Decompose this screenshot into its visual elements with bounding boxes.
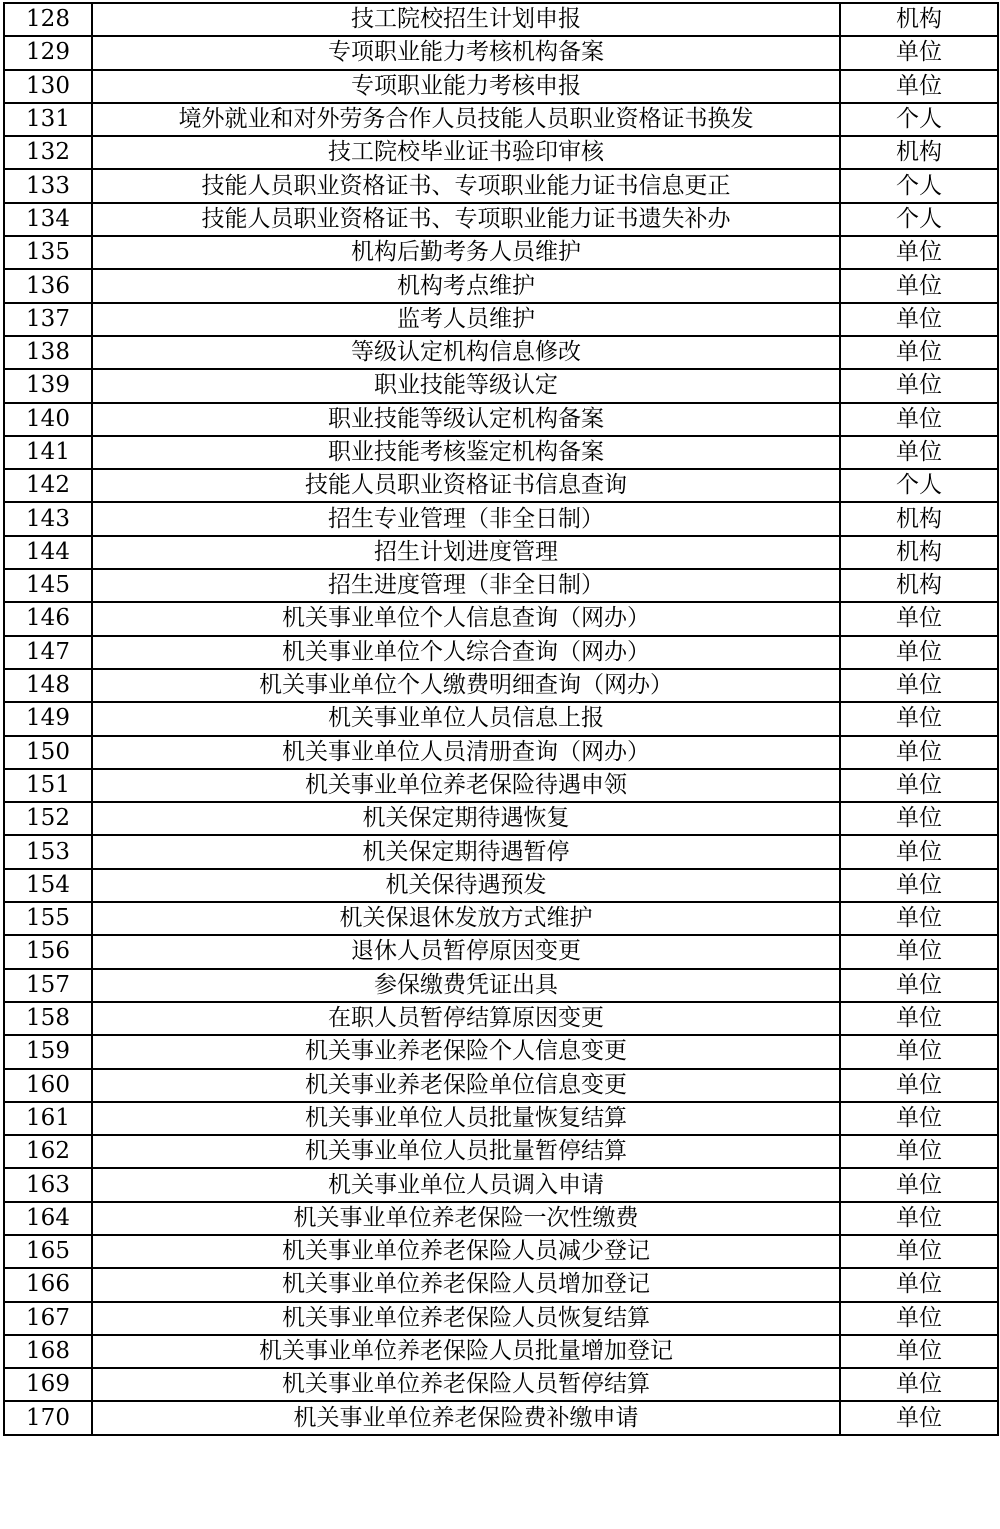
- service-name-cell: 机关保待遇预发: [92, 869, 840, 902]
- service-name-cell: 职业技能考核鉴定机构备案: [92, 436, 840, 469]
- row-number-cell: 129: [4, 36, 92, 69]
- service-type-cell: 单位: [840, 403, 998, 436]
- service-type-cell: 个人: [840, 169, 998, 202]
- row-number-cell: 147: [4, 636, 92, 669]
- service-type-cell: 单位: [840, 1302, 998, 1335]
- service-type-cell: 单位: [840, 1135, 998, 1168]
- service-type-cell: 机构: [840, 502, 998, 535]
- service-type-cell: 机构: [840, 569, 998, 602]
- row-number-cell: 136: [4, 269, 92, 302]
- table-row: [4, 1168, 998, 1201]
- service-name-cell: 机关事业单位人员批量恢复结算: [92, 1102, 840, 1135]
- row-number-cell: 148: [4, 669, 92, 702]
- table-row: [4, 436, 998, 469]
- table-row: [4, 136, 998, 169]
- service-name-cell: 机关事业单位个人信息查询（网办）: [92, 602, 840, 635]
- table-row: [4, 1268, 998, 1301]
- row-number-cell: 152: [4, 802, 92, 835]
- table-row: [4, 835, 998, 868]
- service-name-cell: 机关事业单位养老保险人员减少登记: [92, 1235, 840, 1268]
- service-name-cell: 技工院校招生计划申报: [92, 3, 840, 36]
- service-name-cell: 机关保定期待遇暂停: [92, 835, 840, 868]
- service-name-cell: 技能人员职业资格证书、专项职业能力证书遗失补办: [92, 203, 840, 236]
- table-row: [4, 236, 998, 269]
- service-type-cell: 单位: [840, 1202, 998, 1235]
- row-number-cell: 167: [4, 1302, 92, 1335]
- row-number-cell: 131: [4, 103, 92, 136]
- service-type-cell: 单位: [840, 602, 998, 635]
- table-row: [4, 1302, 998, 1335]
- row-number-cell: 145: [4, 569, 92, 602]
- service-type-cell: 个人: [840, 203, 998, 236]
- table-row: [4, 1368, 998, 1401]
- service-type-cell: 机构: [840, 536, 998, 569]
- row-number-cell: 141: [4, 436, 92, 469]
- service-type-cell: 单位: [840, 1235, 998, 1268]
- service-name-cell: 机关事业单位养老保险人员增加登记: [92, 1268, 840, 1301]
- service-type-cell: 单位: [840, 869, 998, 902]
- service-type-cell: 单位: [840, 736, 998, 769]
- service-type-cell: 单位: [840, 969, 998, 1002]
- service-name-cell: 技能人员职业资格证书、专项职业能力证书信息更正: [92, 169, 840, 202]
- table-row: [4, 602, 998, 635]
- service-name-cell: 机关事业单位养老保险待遇申领: [92, 769, 840, 802]
- table-row: [4, 169, 998, 202]
- table-row: [4, 1069, 998, 1102]
- row-number-cell: 161: [4, 1102, 92, 1135]
- row-number-cell: 128: [4, 3, 92, 36]
- table-row: [4, 1235, 998, 1268]
- row-number-cell: 140: [4, 403, 92, 436]
- service-name-cell: 机关事业单位人员信息上报: [92, 702, 840, 735]
- service-name-cell: 机关事业养老保险个人信息变更: [92, 1035, 840, 1068]
- table-row: [4, 802, 998, 835]
- service-name-cell: 监考人员维护: [92, 303, 840, 336]
- service-type-cell: 单位: [840, 1335, 998, 1368]
- row-number-cell: 130: [4, 70, 92, 103]
- row-number-cell: 137: [4, 303, 92, 336]
- service-type-cell: 单位: [840, 1368, 998, 1401]
- row-number-cell: 158: [4, 1002, 92, 1035]
- table-row: [4, 1002, 998, 1035]
- row-number-cell: 156: [4, 935, 92, 968]
- service-type-cell: 单位: [840, 236, 998, 269]
- table-row: [4, 203, 998, 236]
- row-number-cell: 144: [4, 536, 92, 569]
- row-number-cell: 138: [4, 336, 92, 369]
- service-type-cell: 单位: [840, 669, 998, 702]
- service-type-cell: 单位: [840, 1168, 998, 1201]
- service-type-cell: 单位: [840, 303, 998, 336]
- service-type-cell: 单位: [840, 802, 998, 835]
- service-name-cell: 机关事业单位养老保险人员恢复结算: [92, 1302, 840, 1335]
- row-number-cell: 150: [4, 736, 92, 769]
- service-name-cell: 机关事业单位个人缴费明细查询（网办）: [92, 669, 840, 702]
- service-type-cell: 单位: [840, 1102, 998, 1135]
- service-name-cell: 招生专业管理（非全日制）: [92, 502, 840, 535]
- table-row: [4, 403, 998, 436]
- row-number-cell: 134: [4, 203, 92, 236]
- table-row: [4, 669, 998, 702]
- table-row: [4, 869, 998, 902]
- services-table-body: [4, 3, 998, 1435]
- service-name-cell: 机关保定期待遇恢复: [92, 802, 840, 835]
- service-type-cell: 单位: [840, 702, 998, 735]
- row-number-cell: 165: [4, 1235, 92, 1268]
- service-type-cell: 单位: [840, 769, 998, 802]
- row-number-cell: 170: [4, 1401, 92, 1434]
- table-row: [4, 569, 998, 602]
- service-name-cell: 机关事业单位养老保险费补缴申请: [92, 1401, 840, 1434]
- service-type-cell: 单位: [840, 269, 998, 302]
- table-row: [4, 1135, 998, 1168]
- table-row: [4, 3, 998, 36]
- row-number-cell: 159: [4, 1035, 92, 1068]
- table-row: [4, 103, 998, 136]
- row-number-cell: 154: [4, 869, 92, 902]
- service-type-cell: 机构: [840, 136, 998, 169]
- row-number-cell: 164: [4, 1202, 92, 1235]
- table-row: [4, 70, 998, 103]
- service-type-cell: 单位: [840, 636, 998, 669]
- service-type-cell: 个人: [840, 469, 998, 502]
- table-row: [4, 1202, 998, 1235]
- table-row: [4, 736, 998, 769]
- row-number-cell: 155: [4, 902, 92, 935]
- row-number-cell: 139: [4, 369, 92, 402]
- row-number-cell: 142: [4, 469, 92, 502]
- service-name-cell: 机关保退休发放方式维护: [92, 902, 840, 935]
- row-number-cell: 151: [4, 769, 92, 802]
- table-row: [4, 1335, 998, 1368]
- service-name-cell: 在职人员暂停结算原因变更: [92, 1002, 840, 1035]
- service-name-cell: 等级认定机构信息修改: [92, 336, 840, 369]
- service-type-cell: 单位: [840, 336, 998, 369]
- row-number-cell: 157: [4, 969, 92, 1002]
- service-type-cell: 单位: [840, 1268, 998, 1301]
- row-number-cell: 153: [4, 835, 92, 868]
- service-type-cell: 单位: [840, 1069, 998, 1102]
- table-row: [4, 1401, 998, 1434]
- row-number-cell: 143: [4, 502, 92, 535]
- service-type-cell: 单位: [840, 70, 998, 103]
- service-type-cell: 单位: [840, 1002, 998, 1035]
- service-name-cell: 机关事业单位养老保险一次性缴费: [92, 1202, 840, 1235]
- service-name-cell: 职业技能等级认定: [92, 369, 840, 402]
- service-type-cell: 单位: [840, 369, 998, 402]
- service-name-cell: 招生进度管理（非全日制）: [92, 569, 840, 602]
- row-number-cell: 162: [4, 1135, 92, 1168]
- service-type-cell: 单位: [840, 935, 998, 968]
- service-name-cell: 机关事业单位人员批量暂停结算: [92, 1135, 840, 1168]
- table-row: [4, 36, 998, 69]
- row-number-cell: 132: [4, 136, 92, 169]
- service-name-cell: 机关事业单位人员调入申请: [92, 1168, 840, 1201]
- row-number-cell: 163: [4, 1168, 92, 1201]
- service-type-cell: 个人: [840, 103, 998, 136]
- row-number-cell: 169: [4, 1368, 92, 1401]
- service-name-cell: 专项职业能力考核机构备案: [92, 36, 840, 69]
- table-row: [4, 536, 998, 569]
- service-name-cell: 机关事业养老保险单位信息变更: [92, 1069, 840, 1102]
- table-row: [4, 702, 998, 735]
- service-name-cell: 专项职业能力考核申报: [92, 70, 840, 103]
- service-name-cell: 退休人员暂停原因变更: [92, 935, 840, 968]
- service-name-cell: 招生计划进度管理: [92, 536, 840, 569]
- table-row: [4, 269, 998, 302]
- service-name-cell: 机构后勤考务人员维护: [92, 236, 840, 269]
- table-row: [4, 502, 998, 535]
- services-table: [3, 2, 999, 1436]
- row-number-cell: 146: [4, 602, 92, 635]
- service-type-cell: 机构: [840, 3, 998, 36]
- service-name-cell: 机关事业单位养老保险人员暂停结算: [92, 1368, 840, 1401]
- table-row: [4, 969, 998, 1002]
- table-row: [4, 769, 998, 802]
- table-row: [4, 902, 998, 935]
- service-type-cell: 单位: [840, 1035, 998, 1068]
- service-name-cell: 境外就业和对外劳务合作人员技能人员职业资格证书换发: [92, 103, 840, 136]
- service-name-cell: 机关事业单位个人综合查询（网办）: [92, 636, 840, 669]
- table-row: [4, 369, 998, 402]
- table-row: [4, 636, 998, 669]
- row-number-cell: 133: [4, 169, 92, 202]
- service-name-cell: 机构考点维护: [92, 269, 840, 302]
- service-name-cell: 参保缴费凭证出具: [92, 969, 840, 1002]
- row-number-cell: 166: [4, 1268, 92, 1301]
- row-number-cell: 135: [4, 236, 92, 269]
- row-number-cell: 168: [4, 1335, 92, 1368]
- table-row: [4, 935, 998, 968]
- table-row: [4, 303, 998, 336]
- row-number-cell: 149: [4, 702, 92, 735]
- service-name-cell: 机关事业单位人员清册查询（网办）: [92, 736, 840, 769]
- table-row: [4, 1102, 998, 1135]
- table-row: [4, 469, 998, 502]
- service-name-cell: 机关事业单位养老保险人员批量增加登记: [92, 1335, 840, 1368]
- table-row: [4, 336, 998, 369]
- service-type-cell: 单位: [840, 1401, 998, 1434]
- service-type-cell: 单位: [840, 835, 998, 868]
- row-number-cell: 160: [4, 1069, 92, 1102]
- service-type-cell: 单位: [840, 902, 998, 935]
- service-name-cell: 职业技能等级认定机构备案: [92, 403, 840, 436]
- service-type-cell: 单位: [840, 36, 998, 69]
- service-name-cell: 技工院校毕业证书验印审核: [92, 136, 840, 169]
- service-type-cell: 单位: [840, 436, 998, 469]
- table-row: [4, 1035, 998, 1068]
- service-name-cell: 技能人员职业资格证书信息查询: [92, 469, 840, 502]
